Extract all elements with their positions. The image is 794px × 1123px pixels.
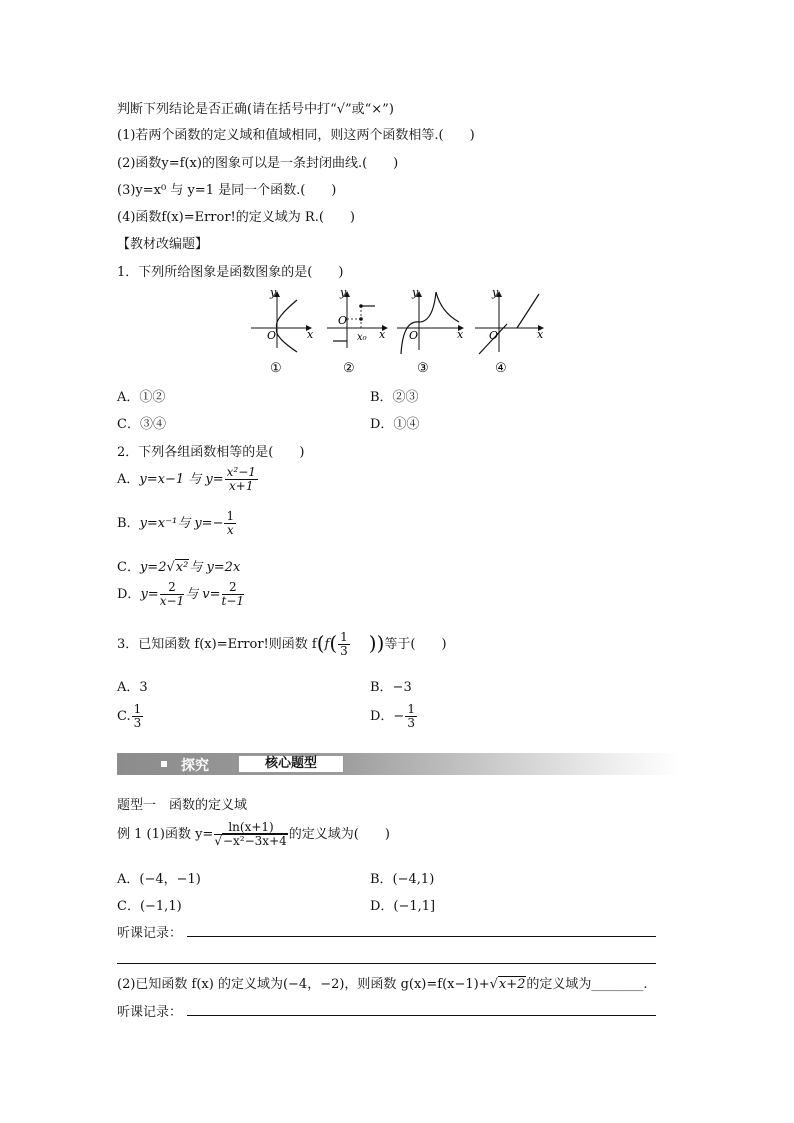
q3-c-den: 3 (133, 716, 142, 730)
q3-c-fraction (132, 703, 144, 730)
example1-part2 (117, 973, 648, 992)
q1-option-d[interactable]: D．①④ (370, 417, 420, 432)
q1-option-a[interactable]: A．①② (117, 390, 166, 405)
q2-a-prefix: A． (117, 472, 140, 487)
q2-option-b[interactable] (117, 510, 237, 537)
q2-b-prefix: B． (117, 516, 140, 531)
q1-graphs (245, 284, 555, 376)
judge-item-2: (2)函数y=f(x)的图象可以是一条封闭曲线.( ) (117, 156, 399, 171)
q2-d-prefix: D． (117, 587, 141, 602)
example1-fraction (214, 821, 287, 848)
q3-c-prefix: C. (117, 709, 131, 724)
part2-radicand: x+2 (498, 977, 526, 992)
q2-d-fraction-2 (222, 581, 245, 608)
q2-d-den1: x−1 (159, 594, 185, 608)
graph-label-2: ② (343, 361, 355, 376)
q3-den: 3 (340, 644, 348, 658)
q3-stem-after: 等于( ) (384, 637, 447, 652)
q2-d-num2: 2 (222, 581, 245, 595)
q2-d-den2: t−1 (221, 594, 245, 608)
q2-d-num1: 2 (160, 581, 184, 595)
graph-label-4: ④ (495, 361, 507, 376)
q2-option-a[interactable] (117, 466, 259, 493)
graph-1-x-label: x (307, 328, 314, 341)
sqrt-icon: √ (166, 560, 175, 575)
example1-den-wrap (214, 835, 287, 848)
q3-d-num: 1 (407, 702, 415, 716)
graph-2-point-lower (359, 317, 363, 321)
record-line-2[interactable] (117, 963, 656, 964)
banner-tab: 核心题型 (238, 755, 344, 773)
q2-a-num: x²−1 (226, 465, 256, 479)
banner-left-label: 探究 (181, 758, 209, 774)
q2-d-mid: 与 v= (185, 587, 221, 602)
q2-d-lhs: y= (140, 587, 159, 602)
q3-option-d[interactable] (370, 703, 418, 730)
record-line-1[interactable] (187, 936, 656, 937)
graph-2-y-label: y (340, 286, 347, 299)
graph-3-right-branch (436, 292, 459, 322)
judge-title: 判断下列结论是否正确(请在括号中打“√”或“×”) (117, 102, 394, 117)
q3-stem-before: 3．已知函数 f(x)=Error!则函数 f (117, 637, 317, 652)
q3-option-a[interactable]: A．3 (117, 680, 148, 695)
graph-4 (475, 286, 544, 354)
q2-b-den: x (226, 523, 234, 537)
graph-3-origin: O (409, 329, 419, 342)
q3-stem: 3．已知函数 f(x)=Error!则函数 f(f( $\frac{1}{3}$ ))等于( ) (117, 630, 447, 658)
q2-a-lhs: y=x−1 与 y= (139, 472, 224, 487)
judge-item-1: (1)若两个函数的定义域和值域相同，则这两个函数相等.( ) (117, 128, 475, 143)
q2-b-lhs: y=x⁻¹与 y=− (139, 516, 224, 531)
q2-stem: 2．下列各组函数相等的是( ) (117, 445, 305, 460)
q3-num: 1 (340, 630, 348, 644)
textbook-label: 【教材改编题】 (117, 237, 209, 252)
q3-d-prefix: D．− (370, 709, 405, 724)
q3-fraction (338, 631, 350, 658)
graph-1 (251, 286, 314, 352)
q2-c-text1: y=2 (139, 560, 167, 575)
section-banner (117, 753, 679, 775)
sqrt-icon: √ (214, 834, 222, 848)
q2-option-c[interactable] (117, 556, 240, 575)
graph-label-1: ① (270, 361, 282, 376)
type1-heading: 题型一 函数的定义域 (117, 798, 248, 813)
example1-stem (117, 821, 390, 848)
q2-c-text2: 与 y=2x (189, 560, 241, 575)
example1-option-a[interactable]: A．(−4，−1) (117, 872, 201, 887)
graph-1-origin: O (267, 329, 277, 342)
record-label-1: 听课记录： (117, 926, 183, 941)
example1-den: −x²−3x+4 (222, 834, 287, 848)
example1-option-c[interactable]: C．(−1,1) (117, 899, 182, 914)
example1-option-d[interactable]: D．(−1,1] (370, 899, 436, 914)
paren-open-icon: ( (316, 631, 325, 655)
sqrt-icon: √ (489, 977, 498, 992)
q2-a-den: x+1 (229, 479, 254, 493)
q2-b-fraction (224, 510, 236, 537)
graph-3-y-label: y (412, 286, 419, 299)
graph-2 (327, 286, 387, 348)
q3-c-num: 1 (133, 702, 142, 716)
record-label-2: 听课记录： (117, 1005, 183, 1020)
graph-4-x-label: x (537, 328, 544, 341)
graph-4-right-line (517, 294, 539, 328)
graph-1-y-label: y (270, 286, 277, 299)
graph-2-x-label: x (379, 328, 386, 341)
banner-bullet-icon (161, 761, 167, 767)
q1-option-b[interactable]: B．②③ (370, 390, 419, 405)
graph-2-x0-label: x₀ (357, 332, 367, 343)
example1-num: ln(x+1) (214, 821, 287, 835)
graph-4-y-label: y (492, 286, 499, 299)
judge-item-3: (3)y=x⁰ 与 y=1 是同一个函数.( ) (117, 183, 337, 198)
q3-d-den: 3 (407, 716, 415, 730)
q1-option-c[interactable]: C．③④ (117, 417, 166, 432)
q2-d-fraction-1 (160, 581, 184, 608)
example1-before: 例 1 (1)函数 y= (117, 827, 214, 842)
graph-3-x-label: x (457, 328, 464, 341)
graph-2-origin: O (338, 314, 348, 327)
q3-option-b[interactable]: B．−3 (370, 680, 412, 695)
part2-before: (2)已知函数 f(x) 的定义域为(−4，−2)，则函数 g(x)=f(x−1)+ (117, 977, 490, 992)
part2-after: 的定义域为________. (526, 977, 648, 992)
example1-after: 的定义域为( ) (288, 827, 390, 842)
q2-c-prefix: C． (117, 560, 140, 575)
record-line-3[interactable] (187, 1015, 656, 1016)
q2-option-d[interactable] (117, 581, 245, 608)
graph-1-curve (276, 300, 297, 352)
paren-close-icon: )) (368, 631, 385, 655)
q2-c-radicand: x² (175, 560, 189, 575)
graph-label-3: ③ (417, 361, 429, 376)
graph-3 (397, 286, 464, 354)
q3-d-fraction (405, 703, 417, 730)
graph-4-origin: O (489, 329, 499, 342)
q2-b-num: 1 (226, 509, 235, 523)
q3-option-c[interactable] (117, 703, 144, 730)
paren-open-icon: ( (329, 631, 338, 655)
q1-stem: 1．下列所给图象是函数图象的是( ) (117, 265, 344, 280)
judge-item-4: (4)函数f(x)=Error!的定义域为 R.( ) (117, 210, 355, 225)
q2-a-fraction (225, 466, 258, 493)
example1-option-b[interactable]: B．(−4,1) (370, 872, 435, 887)
